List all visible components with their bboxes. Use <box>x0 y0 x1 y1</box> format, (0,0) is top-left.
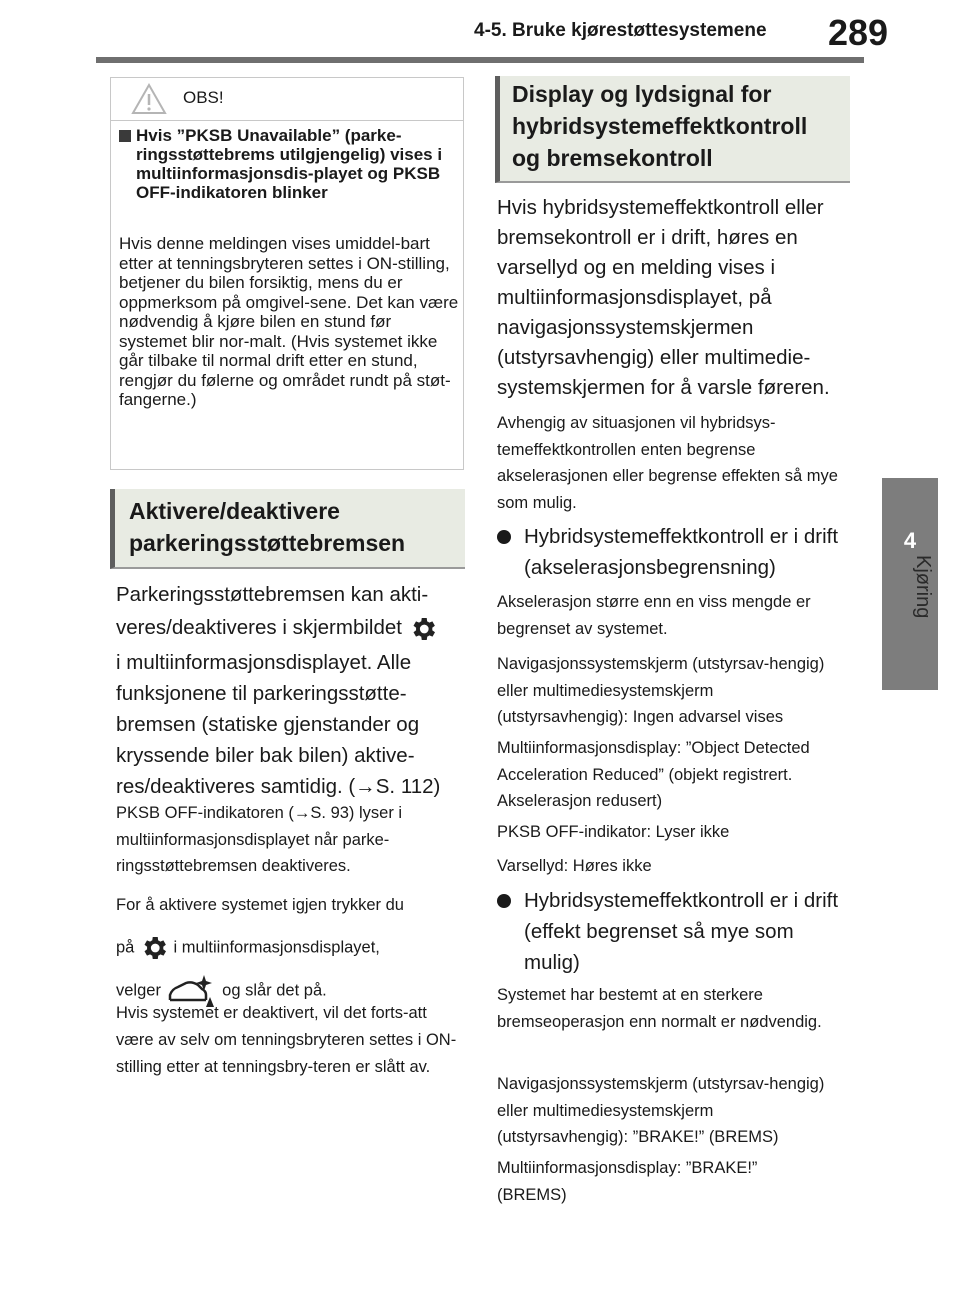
b1-pksb-indicator: PKSB OFF-indikator: Lyser ikke <box>497 823 730 841</box>
heading-display-signal: Display og lydsignal for hybridsystemeffektkontroll og bremsekontroll <box>495 76 850 183</box>
page-number: 289 <box>828 12 889 53</box>
chapter-label: Kjøring <box>912 555 934 619</box>
pksb-activate-text: Parkeringsstøttebremsen kan akti- veres/deaktiveres i skjermbildet i multiinformasjonsdisplayet. Alle funksjonene til parkeringsstøtte-bremsen (statiske gjenstander og kryssende biler bak bilen) aktive-res/deaktiveres samtidig. (→S. 112) <box>116 583 441 798</box>
header-rule <box>96 57 864 63</box>
heading-activate-pksb: Aktivere/deaktivere parkeringsstøttebremsen <box>110 489 465 569</box>
b1-buzzer: Varsellyd: Høres ikke <box>497 857 652 875</box>
warning-triangle-icon <box>131 83 167 115</box>
b2-nav-screen: Navigasjonssystemskjerm (utstyrsav-hengig) eller multimediesystemskjerm (utstyrsavhengig): ”BRAKE!” (BREMS) <box>497 1075 825 1146</box>
b1-nav-screen: Navigasjonssystemskjerm (utstyrsav-hengig) eller multimediesystemskjerm (utstyrsavhengig): Ingen advarsel vises <box>497 655 825 726</box>
pksb-off-indicator-text: PKSB OFF-indikatoren (→S. 93) lyser i multiinformasjonsdisplayet når parke-ringsstøttebremsen deaktiveres. <box>116 804 403 875</box>
bullet-dot-icon <box>497 894 511 908</box>
caution-header <box>111 78 463 121</box>
display-intro-text: Hvis hybridsystemeffektkontroll eller bremsekontroll er i drift, høres en varsellyd og en melding vises i multiinformasjonsdisplayet, på navigasjonssystemskjermen (utstyrsavhengig) eller multimedie-systemskjermen for å varsle føreren. <box>497 196 830 399</box>
bullet-acceleration-limit: Hybridsystemeffektkontroll er i drift (akselerasjonsbegrensning) <box>497 521 847 583</box>
caution-label: OBS! <box>183 88 224 107</box>
bullet-power-limit: Hybridsystemeffektkontroll er i drift (effekt begrenset så mye som mulig) <box>497 885 847 978</box>
b1-desc: Akselerasjon større enn en viss mengde er begrenset av systemet. <box>497 593 811 638</box>
caution-item-title: Hvis ”PKSB Unavailable” (parke-ringsstøttebrems utilgjengelig) vises i multiinformasjonsdis-playet og PKSB OFF-indikatoren blinker <box>119 126 457 202</box>
square-bullet-icon <box>119 130 131 142</box>
b2-multi-display: Multiinformasjonsdisplay: ”BRAKE!” (BREMS) <box>497 1159 758 1204</box>
caution-box <box>110 77 464 470</box>
section-title: 4-5. Bruke kjørestøttesystemene <box>474 20 767 41</box>
display-intro2-text: Avhengig av situasjonen vil hybridsys-temeffektkontrollen enten begrense akselerasjonen eller begrense effekten så mye som mulig. <box>497 414 838 512</box>
deactivated-persist-text: Hvis systemet er deaktivert, vil det forts-att være av selv om tenningsbryteren settes i ON-stilling etter at tenningsbry-teren er slått av. <box>116 1004 457 1076</box>
chapter-number: 4 <box>903 528 917 553</box>
gear-icon <box>139 933 169 963</box>
b1-multi-display: Multiinformasjonsdisplay: ”Object Detected Acceleration Reduced” (objekt registrert. Akselerasjon redusert) <box>497 739 810 810</box>
b2-desc: Systemet har bestemt at en sterkere bremseoperasjon enn normalt er nødvendig. <box>497 986 822 1031</box>
reactivate-text: For å aktivere systemet igjen trykker du på i multiinformasjonsdisplayet, velger og slår det på. <box>116 892 466 1009</box>
caution-text: Hvis denne meldingen vises umiddel-bart etter at tenningsbryteren settes i ON-stilling, betjener du bilen forsiktig, mens du er oppmerksom på omgivel-sene. Det kan være nødvendig å kjøre bilen en stund før systemet blir nor-malt. (Hvis systemet ikke går tilbake til normal drift etter en stund, rengjør du følerne og området rundt på støt-fangerne.) <box>119 234 459 409</box>
gear-icon <box>408 614 438 644</box>
bullet-dot-icon <box>497 530 511 544</box>
